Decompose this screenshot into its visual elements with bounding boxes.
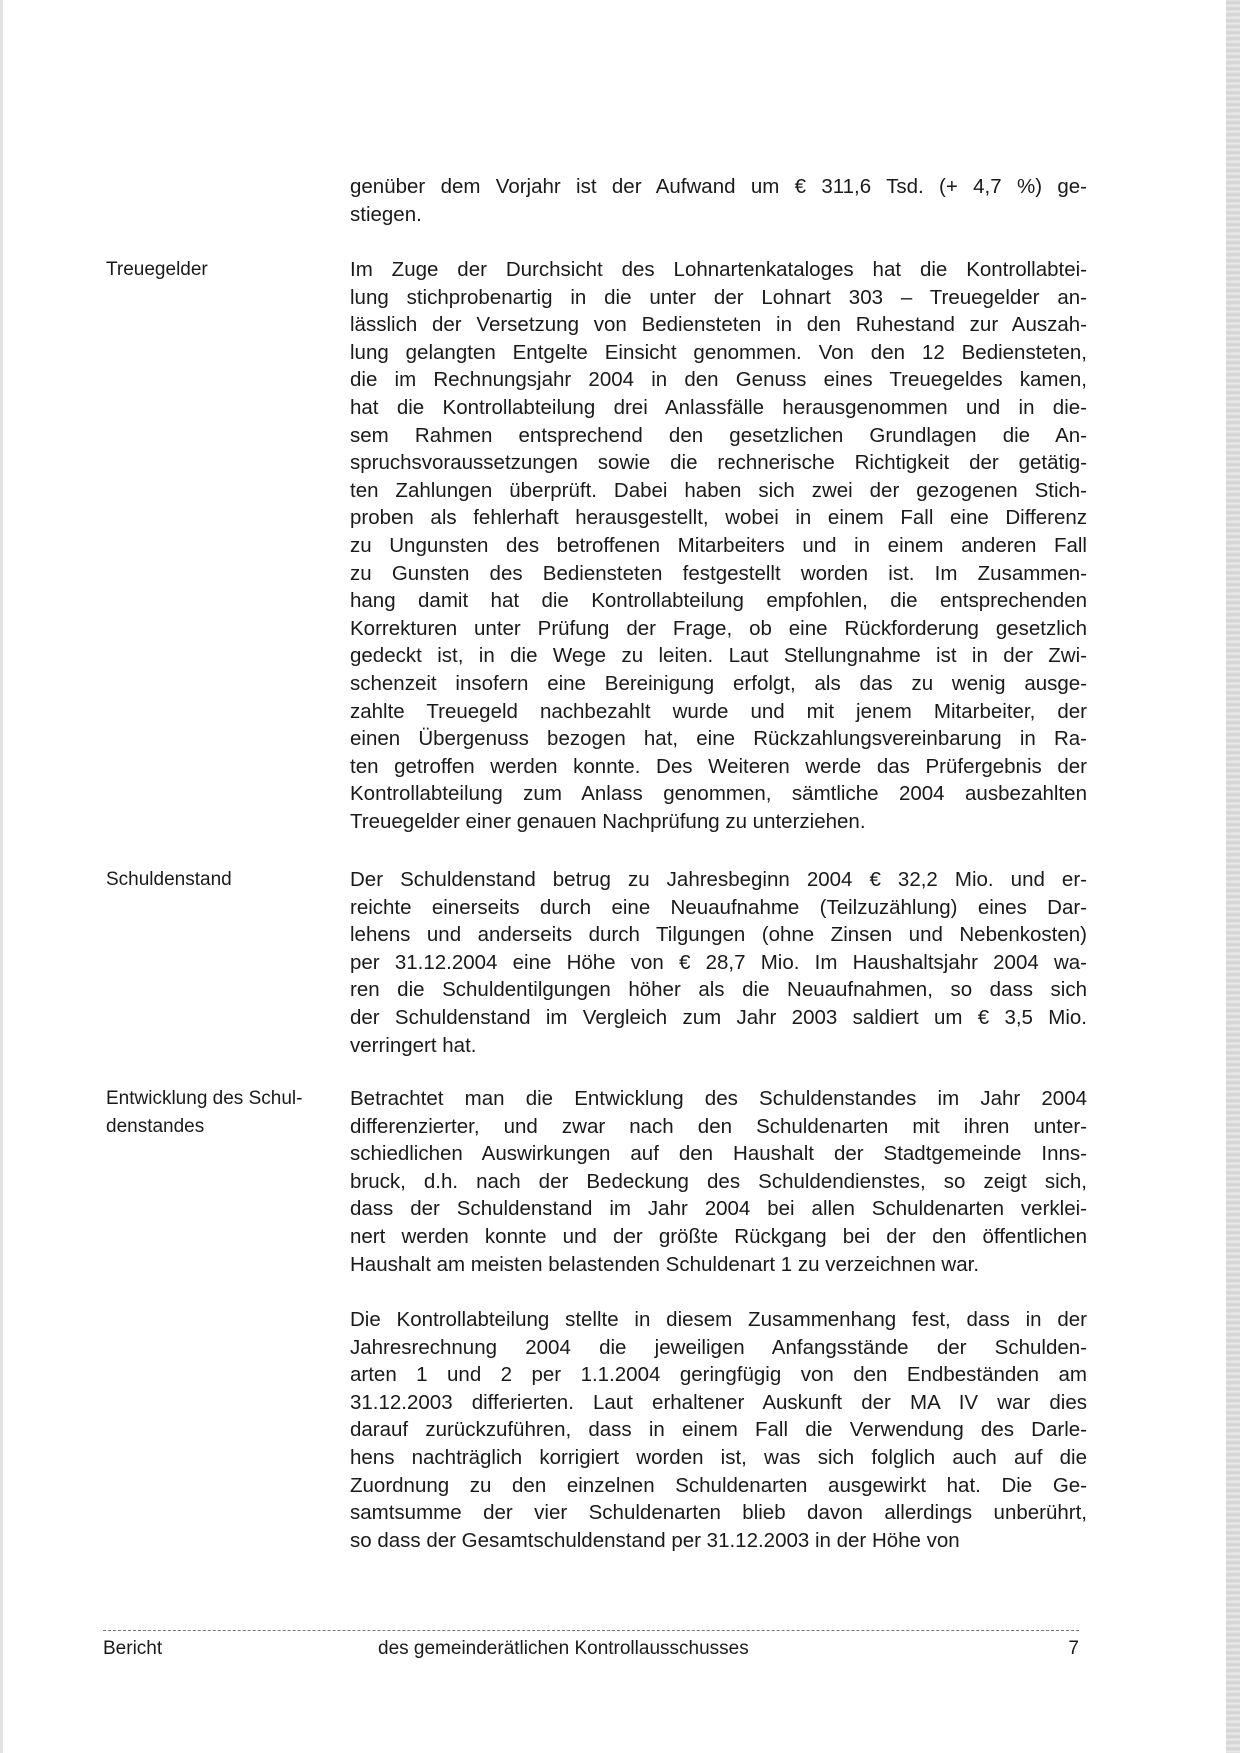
paragraph-line: samtsumme der vier Schuldenarten blieb davon allerdings unberührt, — [350, 1501, 1087, 1525]
margin-heading-line: Schuldenstand — [106, 869, 232, 890]
paragraph-line: Korrekturen unter Prüfung der Frage, ob eine Rückforderung gesetzlich — [350, 616, 1087, 640]
paragraph-line: hat die Kontrollabteilung drei Anlassfälle herausgenommen und in die- — [350, 395, 1087, 419]
paragraph-line: zahlte Treuegeld nachbezahlt wurde und mit jenem Mitarbeiter, der — [350, 699, 1087, 723]
paragraph-line: differenzierter, und zwar nach den Schuldenarten mit ihren unter- — [350, 1114, 1087, 1138]
scan-edge-left — [0, 0, 3, 1753]
paragraph-line: genüber dem Vorjahr ist der Aufwand um € 311,6 Tsd. (+ 4,7 %) ge- — [350, 175, 1087, 198]
paragraph-line: Im Zuge der Durchsicht des Lohnartenkataloges hat die Kontrollabtei- — [350, 258, 1087, 281]
body-paragraph — [350, 866, 1087, 1059]
paragraph-line: 31.12.2003 differierten. Laut erhaltener Auskunft der MA IV war dies — [350, 1390, 1087, 1414]
paragraph-line: dass der Schuldenstand im Jahr 2004 bei allen Schuldenarten verklei- — [350, 1197, 1087, 1221]
paragraph-line: proben als fehlerhaft herausgestellt, wobei in einem Fall eine Differenz — [350, 506, 1087, 530]
paragraph-line: zu Gunsten des Bediensteten festgestellt worden ist. Im Zusammen- — [350, 561, 1087, 585]
paragraph-line: ren die Schuldentilgungen höher als die Neuaufnahmen, so dass sich — [350, 978, 1087, 1002]
body-paragraph — [350, 1085, 1087, 1278]
paragraph-line: Treuegelder einer genauen Nachprüfung zu unterziehen. — [350, 809, 866, 833]
paragraph-line: Die Kontrollabteilung stellte in diesem Zusammenhang fest, dass in der — [350, 1308, 1087, 1331]
paragraph-line: per 31.12.2004 eine Höhe von € 28,7 Mio. Im Haushaltsjahr 2004 wa- — [350, 950, 1087, 974]
paragraph-line: hens nachträglich korrigiert worden ist, was sich folglich auch auf die — [350, 1445, 1087, 1469]
paragraph-line: Der Schuldenstand betrug zu Jahresbeginn 2004 € 32,2 Mio. und er- — [350, 868, 1087, 891]
paragraph-line: lehens und anderseits durch Tilgungen (ohne Zinsen und Nebenkosten) — [350, 923, 1087, 947]
paragraph-line: Jahresrechnung 2004 die jeweiligen Anfangsstände der Schulden- — [350, 1335, 1087, 1359]
footer-center: des gemeinderätlichen Kontrollausschusses — [378, 1638, 749, 1659]
paragraph-line: schiedlichen Auswirkungen auf den Haushalt der Stadtgemeinde Inns- — [350, 1142, 1087, 1166]
margin-heading-line: Entwicklung des Schul- — [106, 1088, 303, 1109]
scan-edge-right — [1226, 0, 1240, 1753]
paragraph-line: zu Ungunsten des betroffenen Mitarbeiters und in einem anderen Fall — [350, 533, 1087, 557]
margin-heading-line: denstandes — [106, 1115, 205, 1137]
paragraph-line: arten 1 und 2 per 1.1.2004 geringfügig von den Endbeständen am — [350, 1363, 1087, 1387]
paragraph-line: die im Rechnungsjahr 2004 in den Genuss eines Treuegeldes kamen, — [350, 368, 1087, 392]
paragraph-line: einen Übergenuss bezogen hat, eine Rückzahlungsvereinbarung in Ra- — [350, 727, 1087, 751]
footer-left: Bericht — [103, 1638, 163, 1659]
paragraph-line: lung gelangten Entgelte Einsicht genommen. Von den 12 Bediensteten, — [350, 340, 1087, 364]
paragraph-line: sem Rahmen entsprechend den gesetzlichen Grundlagen die An- — [350, 423, 1087, 447]
page-number: 7 — [1068, 1638, 1079, 1659]
paragraph-line: lässlich der Versetzung von Bediensteten in den Ruhestand zur Auszah- — [350, 313, 1087, 337]
paragraph-line: so dass der Gesamtschuldenstand per 31.12.2003 in der Höhe von — [350, 1528, 960, 1552]
body-paragraph — [350, 173, 1087, 228]
paragraph-line: Zuordnung zu den einzelnen Schuldenarten ausgewirkt hat. Die Ge- — [350, 1473, 1087, 1497]
footer-divider — [103, 1630, 1079, 1631]
paragraph-line: Kontrollabteilung zum Anlass genommen, sämtliche 2004 ausbezahlten — [350, 782, 1087, 806]
paragraph-line: gedeckt ist, in die Wege zu leiten. Laut Stellungnahme ist in der Zwi- — [350, 644, 1087, 668]
body-paragraph — [350, 256, 1087, 835]
paragraph-line: hang damit hat die Kontrollabteilung empfohlen, die entsprechenden — [350, 589, 1087, 613]
paragraph-line: darauf zurückzuführen, dass in einem Fall die Verwendung des Darle- — [350, 1418, 1087, 1442]
paragraph-line: reichte einerseits durch eine Neuaufnahme (Teilzuzählung) eines Dar- — [350, 895, 1087, 919]
margin-heading — [106, 256, 326, 284]
paragraph-line: spruchsvoraussetzungen sowie die rechnerische Richtigkeit der getätig- — [350, 451, 1087, 475]
paragraph-line: schenzeit insofern eine Bereinigung erfolgt, als das zu wenig ausge- — [350, 671, 1087, 695]
paragraph-line: Haushalt am meisten belastenden Schuldenart 1 zu verzeichnen war. — [350, 1252, 980, 1276]
paragraph-line: nert werden konnte und der größte Rückgang bei der den öffentlichen — [350, 1224, 1087, 1248]
paragraph-line: ten getroffen werden konnte. Des Weiteren werde das Prüfergebnis der — [350, 754, 1087, 778]
paragraph-line: bruck, d.h. nach der Bedeckung des Schuldendienstes, so zeigt sich, — [350, 1169, 1087, 1193]
paragraph-line: ten Zahlungen überprüft. Dabei haben sich zwei der gezogenen Stich- — [350, 478, 1087, 502]
paragraph-line: lung stichprobenartig in die unter der Lohnart 303 – Treuegelder an- — [350, 285, 1087, 309]
margin-heading — [106, 1085, 326, 1140]
paragraph-line: der Schuldenstand im Vergleich zum Jahr 2003 saldiert um € 3,5 Mio. — [350, 1005, 1087, 1029]
margin-heading-line: Treuegelder — [106, 259, 208, 280]
body-paragraph — [350, 1306, 1087, 1554]
paragraph-line: verringert hat. — [350, 1033, 477, 1057]
margin-heading — [106, 866, 326, 894]
paragraph-line: stiegen. — [350, 202, 422, 226]
paragraph-line: Betrachtet man die Entwicklung des Schuldenstandes im Jahr 2004 — [350, 1087, 1087, 1110]
